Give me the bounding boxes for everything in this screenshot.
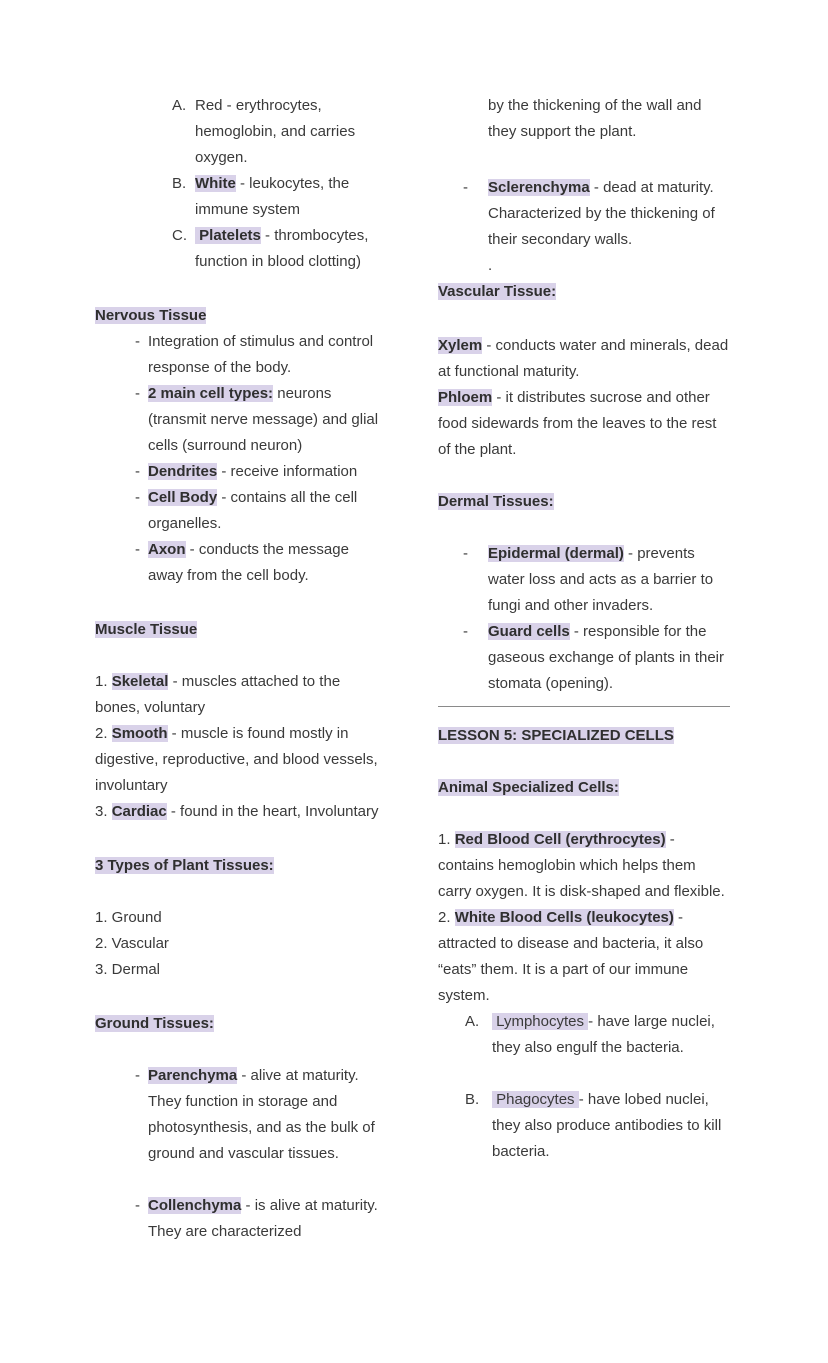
dash-bullet: - (463, 179, 468, 196)
list-text: Integration of stimulus and control response of the body. (148, 333, 378, 376)
section-heading-muscle-tissue (95, 617, 384, 643)
animal-cells-list (438, 827, 730, 1009)
highlighted-term: Skeletal (111, 673, 169, 690)
heading-text: Ground Tissues: (95, 1015, 214, 1032)
plant-tissue-types-list (95, 905, 384, 983)
dash-bullet: - (463, 545, 468, 562)
list-text (148, 537, 384, 589)
highlighted-term: Collenchyma (148, 1197, 242, 1214)
heading-text: 3 Types of Plant Tissues: (95, 857, 274, 874)
definition-text: neurons (transmit nerve message) and glial cells (surround neuron) (148, 385, 383, 454)
list-text (148, 381, 384, 459)
list-text (148, 485, 384, 537)
list-item-phagocytes (438, 1087, 730, 1165)
dash-bullet: - (135, 541, 140, 558)
dermal-tissues-list (438, 541, 730, 697)
definition-text: - attracted to disease and bacteria, it also “eats” them. It is a part of our immune system. (438, 909, 708, 1004)
numbered-item: 1. Ground (95, 909, 162, 926)
item-number: 2. (95, 725, 112, 742)
continuation-paragraph: by the thickening of the wall and they support the plant. (488, 97, 706, 140)
numbered-item-wbc (438, 905, 730, 1009)
list-item (95, 537, 384, 589)
dash-bullet: - (135, 463, 140, 480)
definition-text: - thrombocytes, function in blood clotting) (195, 227, 373, 270)
dash-bullet: - (135, 1067, 140, 1084)
list-item (95, 459, 384, 485)
definition-text: - it distributes sucrose and other food sidewards from the leaves to the rest of the plant. (438, 389, 721, 458)
highlighted-term: Guard cells (488, 623, 570, 640)
list-text (488, 619, 730, 697)
list-item (95, 329, 384, 381)
list-text: Red - erythrocytes, hemoglobin, and carries oxygen. (195, 97, 360, 166)
definition-text: - alive at maturity. They function in storage and photosynthesis, and as the bulk of ground and vascular tissues. (148, 1067, 379, 1162)
highlighted-term: Parenchyma (148, 1067, 238, 1084)
nervous-tissue-list (95, 329, 384, 589)
list-letter: B. (465, 1091, 480, 1108)
section-heading-vascular-tissue (438, 279, 730, 305)
list-item (95, 485, 384, 537)
muscle-tissue-list (95, 669, 384, 825)
numbered-item: 3. Dermal (95, 961, 161, 978)
highlighted-term: Platelets (195, 227, 261, 244)
section-heading-dermal-tissues (438, 489, 730, 515)
highlighted-term: Epidermal (dermal) (488, 545, 624, 562)
blood-components-list (95, 93, 384, 275)
ground-tissues-list (95, 1063, 384, 1245)
list-item-collenchyma (95, 1193, 384, 1245)
highlighted-term: Smooth (111, 725, 168, 742)
definition-text: - contains hemoglobin which helps them carry oxygen. It is disk-shaped and flexible. (438, 831, 725, 900)
list-letter: A. (172, 97, 187, 114)
item-number: 1. (438, 831, 455, 848)
definition-text: - receive information (217, 463, 358, 480)
highlighted-term: Cardiac (111, 803, 167, 820)
highlighted-term: Phagocytes (492, 1091, 579, 1108)
highlighted-term: Axon (148, 541, 186, 558)
list-text (195, 223, 384, 275)
dash-bullet: - (135, 385, 140, 402)
list-item-red (95, 93, 384, 171)
section-heading-lesson5 (438, 723, 730, 749)
definition-text: - muscles attached to the bones, voluntary (95, 673, 345, 716)
definition-text: - responsible for the gaseous exchange of plants in their stomata (opening). (488, 623, 729, 692)
definition-text: - have large nuclei, they also engulf the bacteria. (492, 1013, 720, 1056)
list-text (492, 1087, 730, 1165)
list-text (488, 175, 730, 253)
definition-text: - leukocytes, the immune system (195, 175, 354, 218)
numbered-item-rbc (438, 827, 730, 905)
list-item-parenchyma (95, 1063, 384, 1167)
list-letter: C. (172, 227, 187, 244)
numbered-item: 2. Vascular (95, 935, 169, 952)
dash-bullet: - (135, 1197, 140, 1214)
item-number: 1. (95, 673, 112, 690)
numbered-item (95, 799, 384, 825)
heading-text: LESSON 5: SPECIALIZED CELLS (438, 727, 674, 744)
stray-period: . (488, 257, 493, 274)
definition-text: - is alive at maturity. They are characterized (148, 1197, 382, 1240)
highlighted-term: 2 main cell types: (148, 385, 274, 402)
highlighted-term: Phloem (438, 389, 493, 406)
section-heading-ground-tissues (95, 1011, 384, 1037)
highlighted-term: Sclerenchyma (488, 179, 590, 196)
section-heading-plant-tissues (95, 853, 384, 879)
definition-text: - contains all the cell organelles. (148, 489, 362, 532)
vascular-tissue-list (438, 333, 733, 463)
list-text (195, 171, 384, 223)
right-column (438, 93, 733, 1165)
definition-text: - found in the heart, Involuntary (166, 803, 379, 820)
highlighted-term: White Blood Cells (leukocytes) (454, 909, 674, 926)
list-text (492, 1009, 730, 1061)
list-letter: A. (465, 1013, 480, 1030)
numbered-item (95, 669, 384, 721)
list-text (488, 541, 730, 619)
heading-text: Nervous Tissue (95, 307, 207, 324)
list-item-white (95, 171, 384, 223)
list-item-sclerenchyma (438, 175, 730, 253)
item-number: 2. (438, 909, 455, 926)
dash-bullet: - (135, 333, 140, 350)
list-text (148, 1193, 384, 1245)
dash-bullet: - (463, 623, 468, 640)
left-column (95, 93, 384, 1245)
term-paragraph-xylem (438, 333, 733, 385)
definition-text: - have lobed nuclei, they also produce antibodies to kill bacteria. (492, 1091, 726, 1160)
wbc-sublist (438, 1009, 730, 1165)
list-item-epidermal (438, 541, 730, 619)
heading-text: Animal Specialized Cells: (438, 779, 619, 796)
definition-text: - prevents water loss and acts as a barrier to fungi and other invaders. (488, 545, 718, 614)
dash-bullet: - (135, 489, 140, 506)
highlighted-term: White (195, 175, 236, 192)
heading-text: Dermal Tissues: (438, 493, 554, 510)
numbered-item (95, 721, 384, 799)
list-item (95, 381, 384, 459)
section-divider (438, 706, 730, 707)
list-item-guard-cells (438, 619, 730, 697)
heading-text: Muscle Tissue (95, 621, 198, 638)
heading-text: Vascular Tissue: (438, 283, 557, 300)
highlighted-term: Lymphocytes (492, 1013, 589, 1030)
item-number: 3. (95, 803, 112, 820)
definition-text: - dead at maturity. Characterized by the thickening of their secondary walls. (488, 179, 719, 248)
list-letter: B. (172, 175, 187, 192)
highlighted-term: Dendrites (148, 463, 218, 480)
highlighted-term: Red Blood Cell (erythrocytes) (454, 831, 666, 848)
highlighted-term: Cell Body (148, 489, 218, 506)
list-item-lymphocytes (438, 1009, 730, 1061)
list-text (148, 1063, 384, 1167)
section-heading-nervous-tissue (95, 303, 384, 329)
list-item-platelets (95, 223, 384, 275)
highlighted-term: Xylem (438, 337, 483, 354)
definition-text: - conducts water and minerals, dead at functional maturity. (438, 337, 733, 380)
definition-text: - muscle is found mostly in digestive, reproductive, and blood vessels, involuntary (95, 725, 382, 794)
definition-text: - conducts the message away from the cell body. (148, 541, 354, 584)
section-heading-animal-cells (438, 775, 730, 801)
term-paragraph-phloem (438, 385, 730, 463)
list-text (148, 459, 384, 485)
